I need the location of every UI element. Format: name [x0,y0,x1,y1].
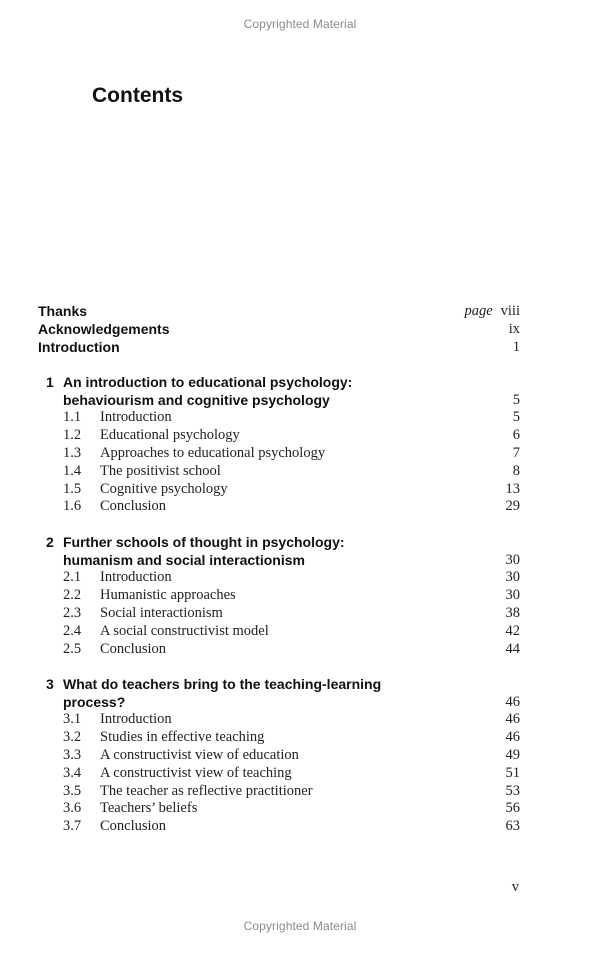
spacer [38,516,520,534]
section-entry[interactable] [38,427,520,445]
section-title: Social interactionism [100,604,223,621]
section-entry[interactable] [38,783,520,801]
section-entry[interactable] [38,800,520,818]
section-page: 56 [505,800,520,817]
section-number: 2.2 [63,587,82,604]
chapter-number: 2 [46,533,54,550]
chapter-title-line: What do teachers bring to the teaching-learning [63,675,382,692]
section-title: Introduction [100,409,172,426]
section-page: 63 [505,818,520,835]
section-title: Conclusion [100,498,167,515]
section-page: 38 [505,604,520,621]
page-folio: v [511,879,519,895]
chapter-2-heading[interactable] [38,534,520,552]
toc-entry-introduction[interactable] [38,339,520,357]
section-number: 1.3 [63,445,82,462]
section-page: 6 [512,427,520,444]
section-entry[interactable] [38,587,520,605]
section-entry[interactable] [38,409,520,427]
section-title: A constructivist view of teaching [100,764,292,781]
chapter-title-line: humanism and social interactionism [63,551,305,568]
section-page: 7 [512,445,520,462]
section-number: 2.1 [63,569,82,586]
chapter-3-heading-cont[interactable] [38,694,520,712]
section-entry[interactable] [38,463,520,481]
toc-entry-page [464,303,520,321]
section-entry[interactable] [38,481,520,499]
toc-entry-label: Thanks [38,303,88,319]
section-number: 1.4 [63,462,82,479]
section-entry[interactable] [38,747,520,765]
section-title: Approaches to educational psychology [100,445,326,462]
section-entry[interactable] [38,498,520,516]
section-number: 3.6 [63,800,82,817]
chapter-title-line: Further schools of thought in psychology: [63,533,345,550]
section-page: 13 [505,480,520,497]
section-page: 51 [505,764,520,781]
toc-entry-label: Introduction [38,338,120,355]
section-page: 30 [505,587,520,604]
section-number: 1.5 [63,480,82,497]
section-page: 53 [505,782,520,799]
section-number: 1.2 [63,427,82,444]
toc-entry-acknowledgements[interactable] [38,321,520,339]
section-page: 46 [505,711,520,728]
section-number: 3.4 [63,764,82,781]
section-number: 2.4 [63,622,82,639]
page-number: viii [500,303,520,319]
chapter-3-heading[interactable] [38,676,520,694]
section-title: The positivist school [100,462,221,479]
section-entry[interactable] [38,569,520,587]
section-page: 30 [505,569,520,586]
toc-entry-label: Acknowledgements [38,320,170,337]
section-number: 3.1 [63,711,82,728]
section-page: 42 [505,622,520,639]
section-page: 44 [505,640,520,657]
toc-entry-page: ix [508,320,520,337]
chapter-number: 3 [46,675,54,692]
copyright-watermark-top: Copyrighted Material [243,17,357,31]
section-number: 3.7 [63,818,82,835]
section-title: Educational psychology [100,427,240,444]
section-number: 3.2 [63,729,82,746]
section-entry[interactable] [38,765,520,783]
toc-entry-page: 1 [512,338,520,355]
section-page: 29 [505,498,520,515]
chapter-1-heading[interactable] [38,374,520,392]
section-entry[interactable] [38,445,520,463]
section-title: Conclusion [100,818,167,835]
section-entry[interactable] [38,641,520,659]
section-title: Introduction [100,711,172,728]
section-title: Conclusion [100,640,167,657]
chapter-number: 1 [46,373,54,390]
section-number: 1.1 [63,409,82,426]
section-title: A constructivist view of education [100,747,299,764]
spacer [38,356,520,374]
section-entry[interactable] [38,818,520,836]
section-title: The teacher as reflective practitioner [100,782,313,799]
chapter-title-line: process? [63,693,126,710]
page-title: Contents [92,84,183,107]
section-page: 46 [505,729,520,746]
spacer [38,658,520,676]
section-page: 49 [505,747,520,764]
copyright-watermark-bottom: Copyrighted Material [243,919,357,933]
section-title: Teachers’ beliefs [100,800,198,817]
toc-entry-thanks[interactable] [38,303,520,321]
section-number: 2.3 [63,604,82,621]
section-number: 3.5 [63,782,82,799]
section-title: Introduction [100,569,172,586]
section-title: Cognitive psychology [100,480,228,497]
section-entry[interactable] [38,623,520,641]
section-number: 2.5 [63,640,82,657]
chapter-2-heading-cont[interactable] [38,552,520,570]
section-page: 8 [512,462,520,479]
section-number: 1.6 [63,498,82,515]
section-title: Studies in effective teaching [100,729,265,746]
section-page: 5 [512,409,520,426]
section-entry[interactable] [38,729,520,747]
page-prefix: page [464,303,493,319]
section-entry[interactable] [38,605,520,623]
section-title: A social constructivist model [100,622,269,639]
chapter-page: 30 [505,551,520,568]
section-title: Humanistic approaches [100,587,236,604]
chapter-page: 46 [505,693,520,710]
table-of-contents [38,303,520,836]
section-number: 3.3 [63,747,82,764]
chapter-title-line: behaviourism and cognitive psychology [63,391,330,408]
chapter-1-heading-cont[interactable] [38,392,520,410]
chapter-title-line: An introduction to educational psychology: [63,373,353,390]
section-entry[interactable] [38,711,520,729]
chapter-page: 5 [512,391,520,408]
